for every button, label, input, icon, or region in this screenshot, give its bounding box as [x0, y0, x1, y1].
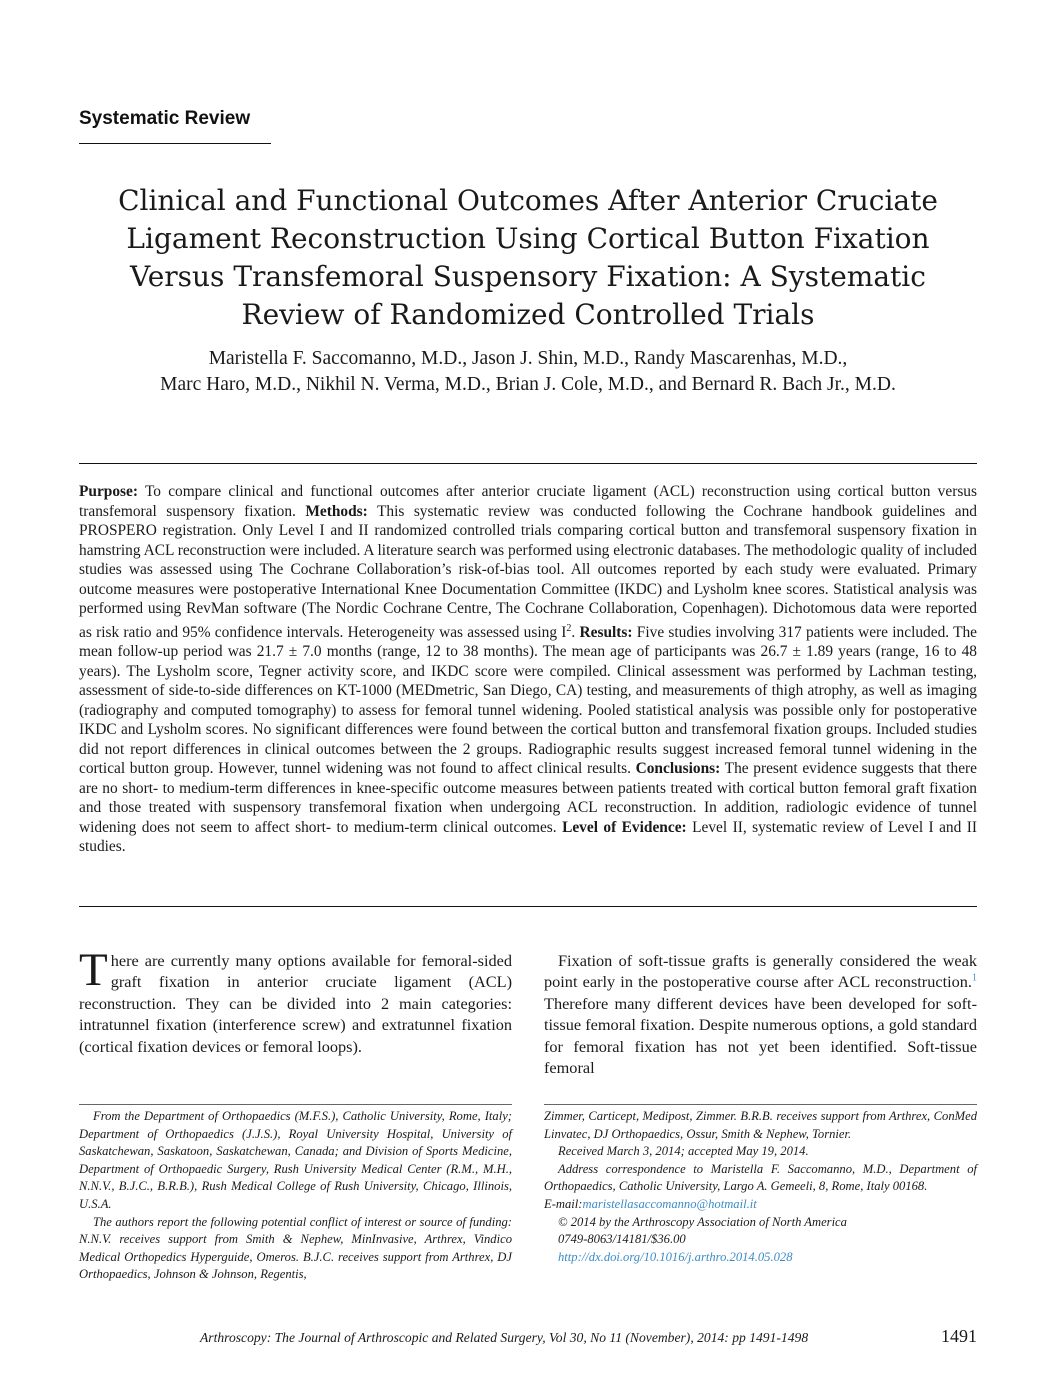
intro-text: here are currently many options available for femoral-sided graft fixation in anterior cruciate ligament (ACL) reconstruction. They can be divided into 2 main categories: intratunnel fixation (interference screw) and extratunnel fixation (cortical fixation devices or femoral loops). — [79, 951, 512, 1056]
author-line: Maristella F. Saccomanno, M.D., Jason J. Shin, M.D., Randy Mascarenhas, M.D., — [208, 348, 848, 369]
drop-cap: T — [79, 944, 108, 996]
conflict-note-continued: Zimmer, Carticept, Medipost, Zimmer. B.R.B. receives support from Arthrex, ConMed Linvatec, DJ Orthopaedics, Ossur, Smith & Nephew, Tornier. — [544, 1109, 977, 1141]
title-line: Versus Transfemoral Suspensory Fixation: A Systematic — [130, 260, 926, 293]
purpose-text: To compare clinical and functional outcomes after anterior cruciate ligament (ACL) reconstruction using cortical button versus transfemoral suspensory fixation. — [79, 483, 977, 520]
conflict-note: The authors report the following potential conflict of interest or source of funding: N.N.V. receives support from Smith & Nephew, MinInvasive, Arthrex, Vindico Medical Orthopedics Hyperguide, Omeros. B.J.C. receives support from Arthrex, DJ Orthopaedics, Johnson & Johnson, Regentis, — [79, 1214, 512, 1282]
results-label: Results: — [579, 623, 633, 641]
methods-superscript: 2 — [566, 622, 572, 634]
methods-text: This systematic review was conducted following the Cochrane handbook guidelines and PROSPERO registration. Only Level I and II randomized controlled trials comparing cortical button and transfemoral suspensory fixation in hamstring ACL reconstruction were included. A literature search was performed using electronic databases. The methodologic quality of included studies was assessed using The Cochrane Collaboration’s risk-of-bias tool. All outcomes reported by each study were evaluated. Primary outcome measures were postoperative International Knee Documentation Committee (IKDC) and Lysholm knee scores. Statistical analysis was performed using RevMan software (The Nordic Cochrane Centre, The Cochrane Collaboration, Copenhagen). Dichotomous data were reported as risk ratio and 95% confidence intervals. Heterogeneity was assessed using I — [79, 502, 977, 641]
level-of-evidence-label: Level of Evidence: — [562, 818, 687, 836]
author-line: Marc Haro, M.D., Nikhil N. Verma, M.D., Brian J. Cole, M.D., and Bernard R. Bach Jr., M.D. — [160, 374, 896, 395]
doi-note — [544, 1249, 977, 1267]
body-text: Fixation of soft-tissue grafts is generally considered the weak point early in the postoperative course after ACL reconstruction. — [544, 951, 977, 992]
address-text: Address correspondence to Maristella F. Saccomanno, M.D., Department of Orthopaedics, Catholic University, Largo A. Gemeeli, 8, Rome, Italy 00168. — [544, 1161, 977, 1194]
purpose-label: Purpose: — [79, 483, 138, 500]
title-line: Ligament Reconstruction Using Cortical Button Fixation — [126, 222, 930, 255]
address-note — [544, 1161, 977, 1214]
body-column-right — [544, 950, 977, 1078]
doi-link[interactable]: http://dx.doi.org/10.1016/j.arthro.2014.05.028 — [558, 1249, 793, 1264]
copyright-note: © 2014 by the Arthroscopy Association of North America — [558, 1214, 847, 1229]
body-paragraph — [544, 950, 977, 1078]
methods-end: . — [571, 623, 580, 641]
methods-label: Methods: — [305, 502, 368, 520]
body-column-left — [79, 944, 512, 1057]
title-line: Review of Randomized Controlled Trials — [241, 298, 815, 331]
reference-link[interactable]: 1 — [972, 972, 977, 984]
conclusions-text: The present evidence suggests that there are no short- to medium-term differences in knee-specific outcome measures between patients treated with cortical button femoral graft fixation and those treated with suspensory transfemoral fixation when undergoing ACL reconstruction. In addition, radiologic evidence of tunnel widening does not seem to affect short- to medium-term clinical outcomes. — [79, 760, 977, 836]
page-number: 1491 — [941, 1326, 977, 1346]
body-text-continued: Therefore many different devices have been developed for soft-tissue femoral fixation. Despite numerous options, a gold standard for femoral fixation has not yet been identified. Soft-tissue femoral — [544, 993, 977, 1078]
abstract-bottom-rule — [79, 906, 977, 907]
author-list — [80, 346, 976, 398]
affiliation-note: From the Department of Orthopaedics (M.F.S.), Catholic University, Rome, Italy; Department of Orthopaedics (J.J.S.), Royal University Hospital, University of Saskatchewan, Saskatoon, Saskatchewan, Canada; and Division of Sports Medicine, Department of Orthopaedic Surgery, Rush University Medical Center (R.M., M.H., N.N.V., B.J.C., B.R.B.), Rush Medical College of Rush University, Chicago, Illinois, U.S.A. — [79, 1109, 512, 1211]
conclusions-label: Conclusions: — [635, 760, 721, 778]
footnotes-right — [544, 1108, 977, 1266]
results-text: Five studies involving 317 patients were included. The mean follow-up period was 21.7 ± 7.0 months (range, 12 to 38 months). The mean age of participants was 26.7 ± 1.89 years (range, 16 to 48 years). The Lysholm score, Tegner activity score, and IKDC score were compiled. Clinical assessment was performed by Lachman testing, assessment of side-to-side differences on KT-1000 (MEDmetric, San Diego, CA) testing, and measurements of thigh atrophy, as well as imaging (radiography and computed tomography) to assess for femoral tunnel widening. Pooled statistical analysis was possible only for postoperative IKDC and Lysholm scores. No significant differences were found between the cortical button and transfemoral fixation groups. Included studies did not report differences in clinical outcomes between the 2 groups. Radiographic results suggest increased femoral tunnel widening in the cortical button group. However, tunnel widening was not found to affect clinical results. — [79, 623, 978, 778]
section-label: Systematic Review — [79, 108, 251, 129]
level-of-evidence-text: Level II, systematic review of Level I and II studies. — [79, 818, 978, 856]
article-title — [80, 182, 976, 334]
abstract — [79, 482, 977, 857]
abstract-top-rule — [79, 463, 977, 464]
email-link[interactable]: maristellasaccomanno@hotmail.it — [582, 1196, 757, 1211]
title-line: Clinical and Functional Outcomes After Anterior Cruciate — [118, 184, 938, 217]
intro-paragraph — [79, 944, 512, 1057]
email-label: E-mail: — [544, 1196, 583, 1211]
footnote-rule-left — [79, 1104, 512, 1105]
footnote-rule-right — [544, 1104, 977, 1105]
received-note: Received March 3, 2014; accepted May 19, 2014. — [558, 1144, 809, 1159]
journal-footer: Arthroscopy: The Journal of Arthroscopic and Related Surgery, Vol 30, No 11 (November), 2014: pp 1491-1498 — [200, 1330, 809, 1345]
section-underline — [79, 143, 271, 144]
footnotes-left — [79, 1108, 512, 1284]
issn-code: 0749-8063/14181/$36.00 — [558, 1232, 686, 1247]
